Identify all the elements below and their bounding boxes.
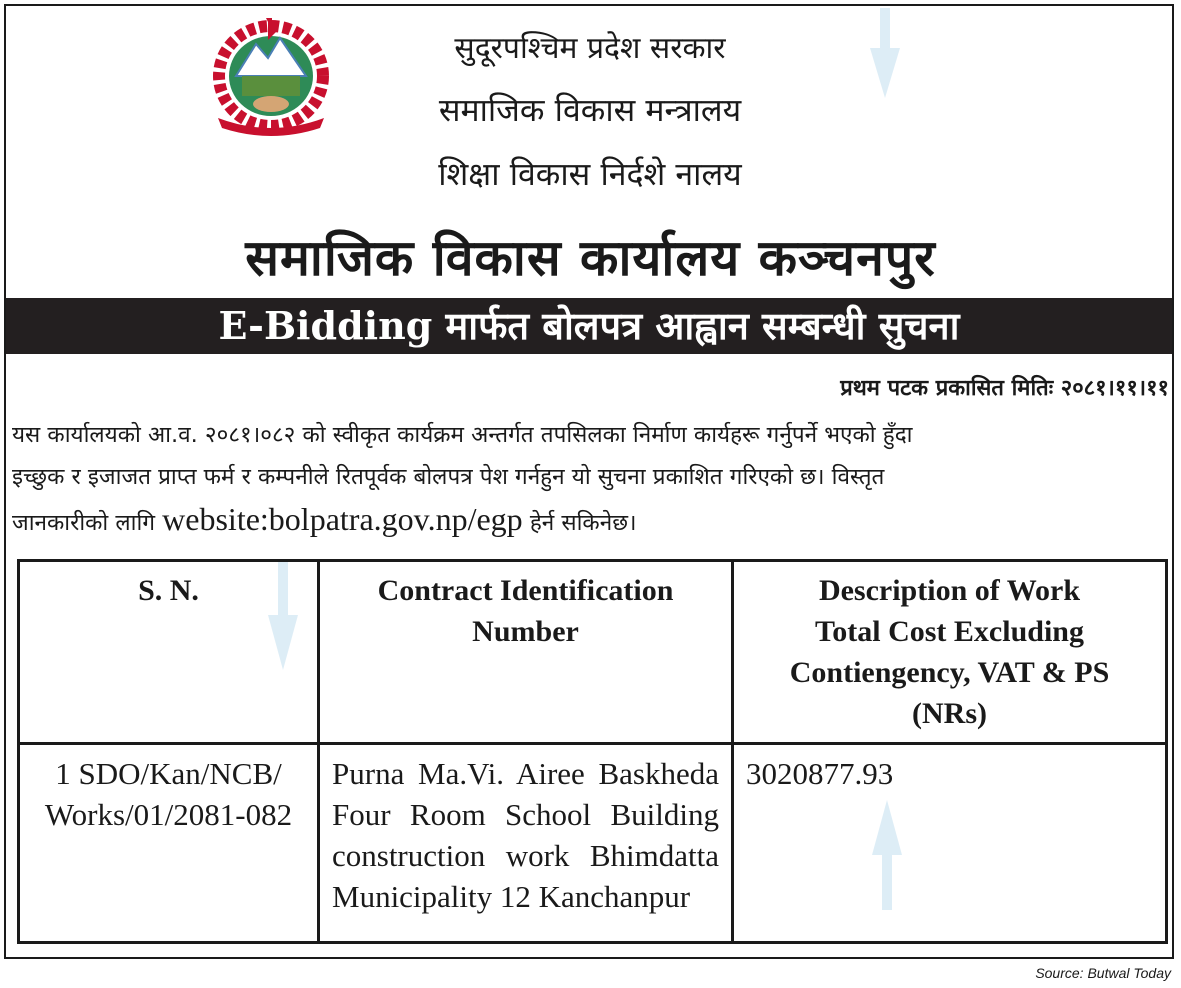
notice-body — [12, 414, 1168, 544]
header-contract-id: Contract Identification Number — [319, 561, 733, 744]
body-line: इच्छुक र इजाजत प्राप्त फर्म र कम्पनीले रितपूर्वक बोलपत्र पेश गर्नहुन यो सुचना प्रकाशित गरिएको छ। विस्तृत — [12, 464, 885, 490]
office-title: समाजिक विकास कार्यालय कञ्चनपुर — [245, 229, 936, 287]
cell-cost: 3020877.93 — [733, 744, 1167, 943]
source-credit: Source: Butwal Today — [1035, 965, 1171, 981]
body-line — [12, 498, 1168, 544]
ministry-name: समाजिक विकास मन्त्रालय — [438, 91, 742, 129]
website-link[interactable]: website:bolpatra.gov.np/egp — [162, 501, 523, 537]
directorate-name: शिक्षा विकास निर्दशे नालय — [438, 155, 742, 193]
body-line: यस कार्यालयको आ.व. २०८१।०८२ को स्वीकृत कार्यक्रम अन्तर्गत तपसिलका निर्माण कार्यहरू गर्नुपर्ने भएको हुँदा — [12, 422, 913, 448]
body-text-segment: जानकारीको लागि — [12, 510, 155, 536]
table-row — [19, 744, 1167, 943]
header-description-cost: Description of Work Total Cost Excluding Contiengency, VAT & PS (NRs) — [733, 561, 1167, 744]
cell-sn-contract: 1 SDO/Kan/NCB/ Works/01/2081-082 — [19, 744, 319, 943]
table-header-row — [19, 561, 1167, 744]
header-sn: S. N. — [19, 561, 319, 744]
cell-description: Purna Ma.Vi. Airee Baskheda Four Room School Building construction work Bhimdatta Municipality 12 Kanchanpur — [319, 744, 733, 943]
body-text-segment: हेर्न सकिनेछ। — [529, 510, 637, 536]
notice-banner: E-Bidding मार्फत बोलपत्र आह्वान सम्बन्धी सुचना — [6, 298, 1172, 354]
bid-table — [17, 559, 1168, 944]
publish-date: प्रथम पटक प्रकासित मितिः २०८१।११।११ — [840, 376, 1169, 401]
government-name: सुदूरपश्चिम प्रदेश सरकार — [454, 31, 726, 66]
